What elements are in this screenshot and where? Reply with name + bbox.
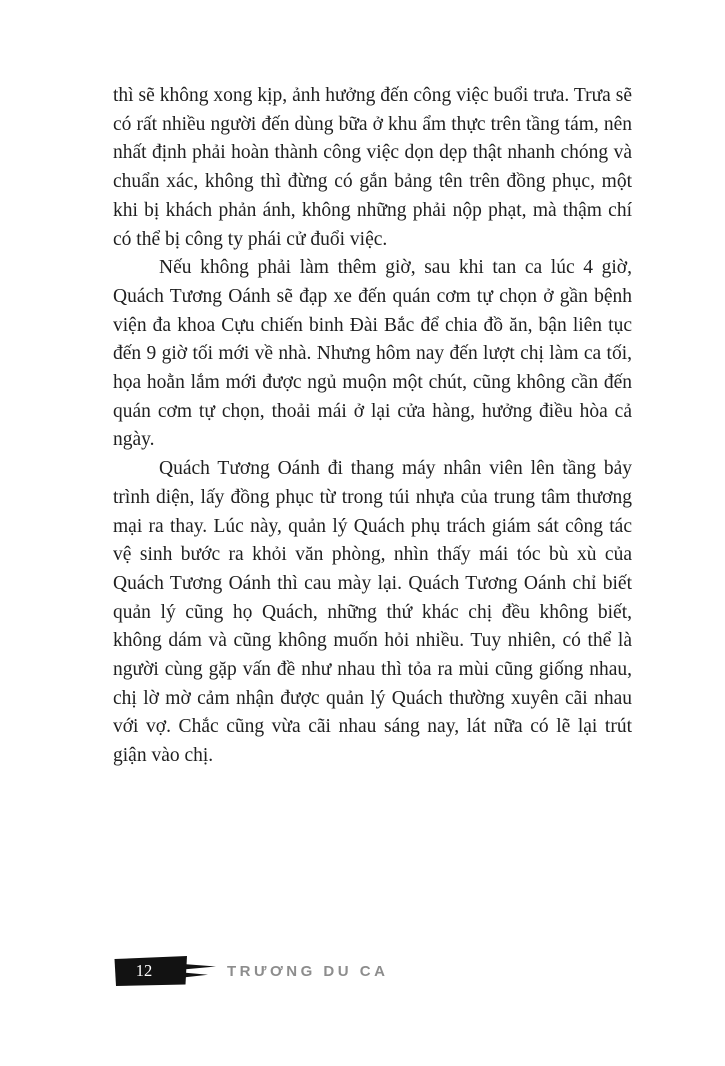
page-number: 12 [135, 961, 153, 980]
paragraph: Quách Tương Oánh đi thang máy nhân viên lên tầng bảy trình diện, lấy đồng phục từ trong túi nhựa của trung tâm thương mại ra thay. Lúc này, quản lý Quách phụ trách giám sát công tác vệ sinh bước ra khỏi văn phòng, nhìn thấy mái tóc bù xù của Quách Tương Oánh thì cau mày lại. Quách Tương Oánh chỉ biết quản lý cũng họ Quách, những thứ khác chị đều không biết, không dám và cũng không muốn hỏi nhiều. Tuy nhiên, có thể là người cùng gặp vấn đề như nhau thì tỏa ra mùi cũng giống nhau, chị lờ mờ cảm nhận được quản lý Quách thường xuyên cãi nhau với vợ. Chắc cũng vừa cãi nhau sáng nay, lát nữa có lẽ lại trút giận vào chị. [113, 458, 632, 767]
body-text [113, 82, 632, 771]
author-name: TRƯƠNG DU CA [227, 962, 389, 980]
paragraph: Nếu không phải làm thêm giờ, sau khi tan ca lúc 4 giờ, Quách Tương Oánh sẽ đạp xe đến quán cơm tự chọn ở gần bệnh viện đa khoa Cựu chiến binh Đài Bắc để chia đồ ăn, bận liên tục đến 9 giờ tối mới về nhà. Nhưng hôm nay đến lượt chị làm ca tối, họa hoằn lắm mới được ngủ muộn một chút, cũng không cần đến quán cơm tự chọn, thoải mái ở lại cửa hàng, hưởng điều hòa cả ngày. [113, 257, 632, 451]
page-number-badge [113, 955, 217, 987]
page-footer [113, 955, 388, 987]
paragraph: thì sẽ không xong kịp, ảnh hưởng đến công việc buổi trưa. Trưa sẽ có rất nhiều người đến dùng bữa ở khu ẩm thực trên tầng tám, nên nhất định phải hoàn thành công việc dọn dẹp thật nhanh chóng và chuẩn xác, không thì đừng có gắn bảng tên trên đồng phục, một khi bị khách phản ánh, không những phải nộp phạt, mà thậm chí có thể bị công ty phái cử đuổi việc. [113, 85, 632, 250]
